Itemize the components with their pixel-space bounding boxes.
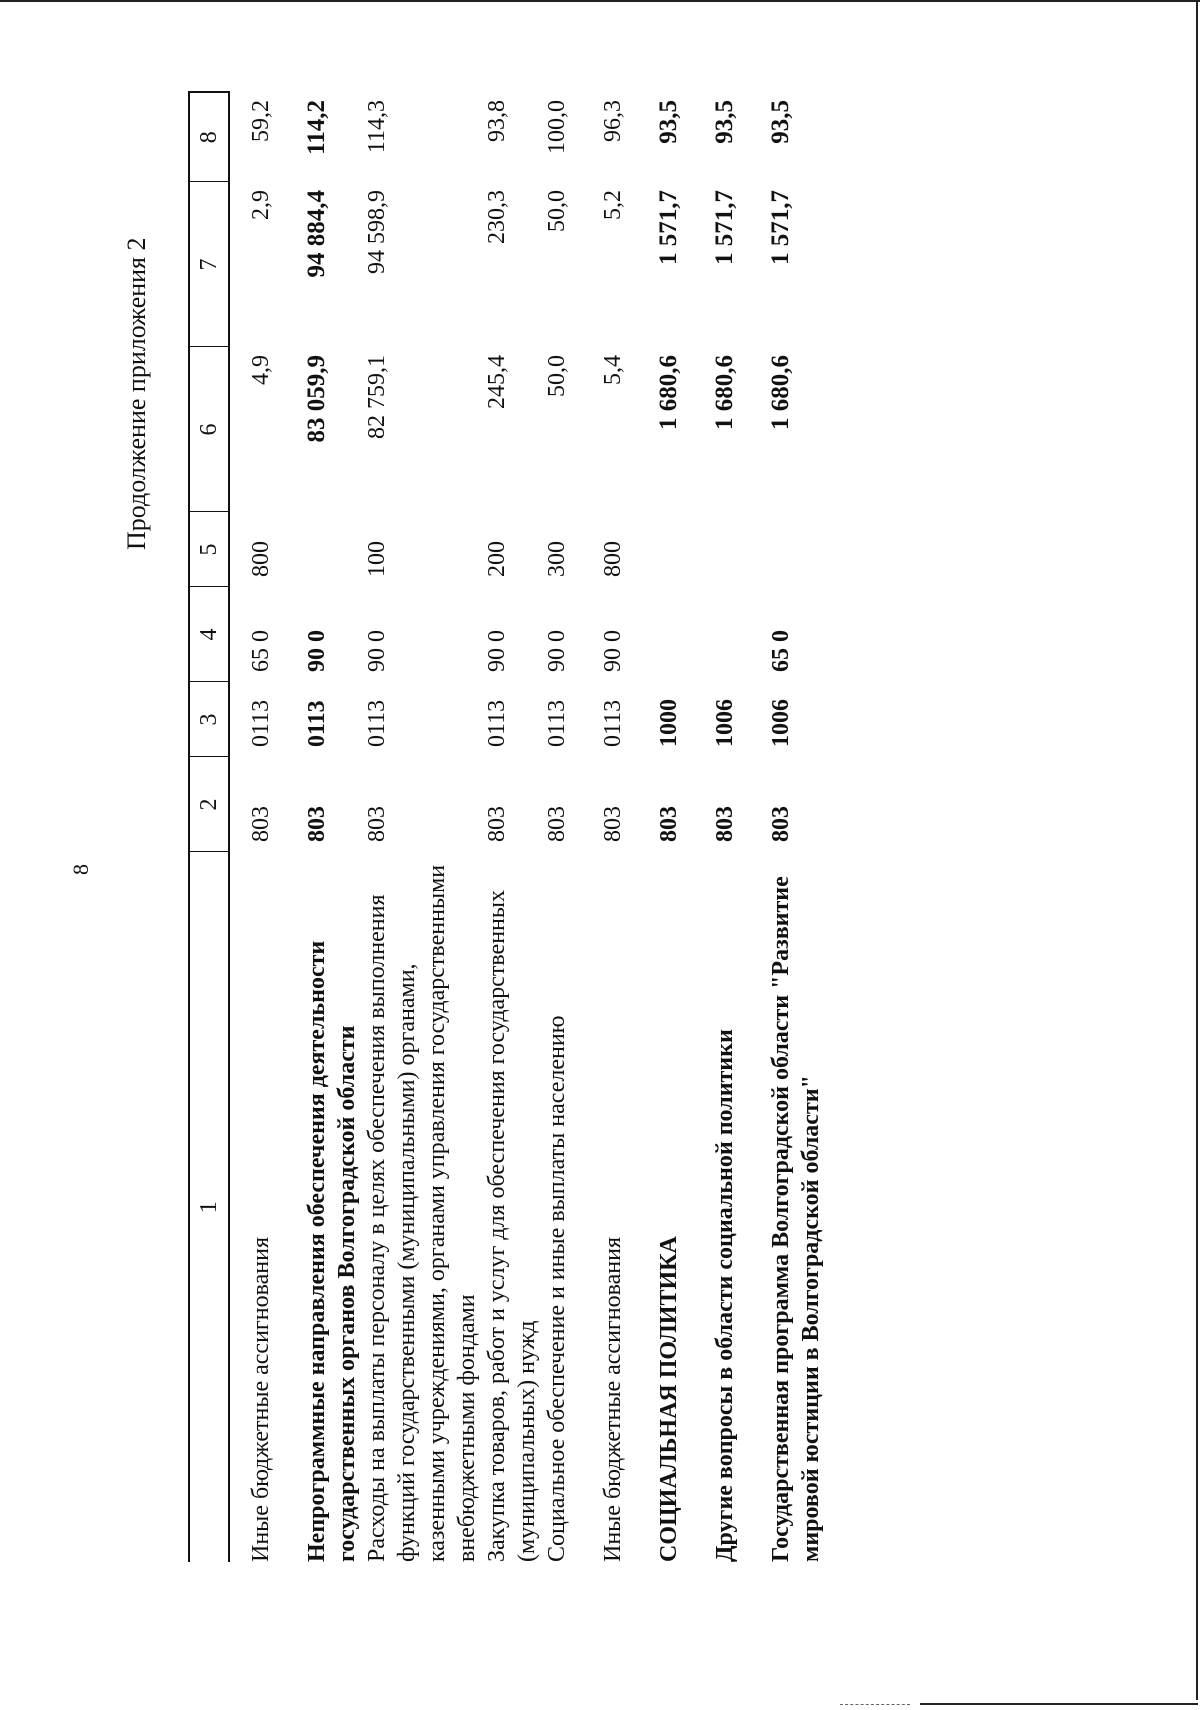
row-label: СОЦИАЛЬНАЯ ПОЛИТИКА [656,1236,682,1562]
rotated-page [0,10,1200,1710]
cell-plan: 83 059,9 [303,355,330,443]
table-row [482,92,542,1562]
cell-expense-type: 800 [248,541,274,577]
cell-ministry: 803 [656,806,682,842]
row-label: Непрограммные направления обеспечения деятельности государственных органов Волгоградской области [304,940,360,1562]
cell-target: 90 0 [364,630,390,672]
header-col-2: 2 [189,757,229,852]
row-label: Иные бюджетные ассигнования [248,1237,274,1562]
cell-actual: 230,3 [484,190,510,244]
table-row [362,92,482,1562]
cell-expense-type [710,512,766,587]
cell-percent: 93,5 [711,100,738,144]
row-label: Государственная программа Волгоградской области "Развитие мировой юстиции в Волгоградской области" [768,876,824,1562]
cell-ministry: 803 [484,806,510,842]
cell-plan: 245,4 [484,355,510,409]
cell-plan: 1 680,6 [711,355,738,430]
cell-percent: 114,2 [303,100,330,155]
header-col-6: 6 [189,347,229,512]
table-row [542,92,598,1562]
cell-plan: 1 680,6 [655,355,682,430]
cell-actual: 1 571,7 [711,190,738,265]
cell-section: 1006 [712,699,738,747]
cell-percent: 59,2 [248,100,274,142]
table-row [229,92,302,1562]
cell-ministry: 803 [544,806,570,842]
cell-section: 0113 [600,699,626,747]
cell-ministry: 803 [712,806,738,842]
cell-section: 1006 [768,699,794,747]
cell-plan: 4,9 [248,355,274,385]
table-row [766,92,826,1562]
cell-section: 0113 [304,700,330,747]
scan-edge-top [0,0,1200,2]
cell-percent: 93,5 [767,100,794,144]
cell-plan: 82 759,1 [364,355,390,439]
cell-actual: 50,0 [544,190,570,232]
cell-target [710,587,766,682]
cell-expense-type: 100 [364,541,390,577]
row-label: Закупка товаров, работ и услуг для обеспечения государственных (муниципальных) нужд [484,889,540,1562]
cell-section: 0113 [544,699,570,747]
cell-target: 65 0 [768,630,794,672]
cell-expense-type: 800 [600,541,626,577]
cell-expense-type: 300 [544,541,570,577]
cell-target: 90 0 [600,630,626,672]
cell-section: 0113 [484,699,510,747]
header-col-3: 3 [189,682,229,757]
header-col-4: 4 [189,587,229,682]
cell-ministry: 803 [248,806,274,842]
cell-actual: 1 571,7 [767,190,794,265]
budget-table [188,91,826,1562]
continuation-title: Продолжение приложения 2 [122,237,151,550]
cell-actual: 1 571,7 [655,190,682,265]
cell-expense-type [766,512,826,587]
cell-target: 90 0 [304,630,330,672]
cell-plan: 50,0 [544,355,570,397]
header-col-5: 5 [189,512,229,587]
cell-ministry: 803 [364,806,390,842]
table-row [302,92,362,1562]
cell-actual: 94 884,4 [303,190,330,278]
cell-plan: 1 680,6 [767,355,794,430]
table-row [710,92,766,1562]
cell-percent: 100,0 [544,100,570,154]
table-row [654,92,710,1562]
cell-target: 90 0 [544,630,570,672]
row-label: Иные бюджетные ассигнования [600,1237,626,1562]
cell-section: 0113 [248,699,274,747]
cell-percent: 93,5 [655,100,682,144]
cell-section: 1000 [656,699,682,747]
header-col-8: 8 [189,92,229,182]
header-row [189,92,229,1562]
cell-ministry: 803 [768,806,794,842]
cell-expense-type [302,512,362,587]
cell-ministry: 803 [600,806,626,842]
cell-expense-type [654,512,710,587]
table-row [598,92,654,1562]
cell-actual: 2,9 [248,190,274,220]
row-label: Расходы на выплаты персоналу в целях обеспечения выполнения функций государственными (муниципальными) органами, казенными учреждениями, органами управления государственными внебюджетными фондами [364,864,480,1562]
row-label: Другие вопросы в области социальной политики [712,1029,738,1562]
header-col-1: 1 [189,852,229,1562]
cell-target: 90 0 [484,630,510,672]
header-col-7: 7 [189,182,229,347]
cell-section: 0113 [364,699,390,747]
cell-target [654,587,710,682]
cell-plan: 5,4 [600,355,626,385]
row-label: Социальное обеспечение и иные выплаты населению [544,1015,570,1562]
cell-percent: 93,8 [484,100,510,142]
page-number: 8 [68,863,93,875]
cell-ministry: 803 [304,806,330,842]
cell-target: 65 0 [248,630,274,672]
cell-expense-type: 200 [484,541,510,577]
cell-percent: 114,3 [364,100,390,154]
cell-actual: 94 598,9 [364,190,390,274]
cell-actual: 5,2 [600,190,626,220]
cell-percent: 96,3 [600,100,626,142]
